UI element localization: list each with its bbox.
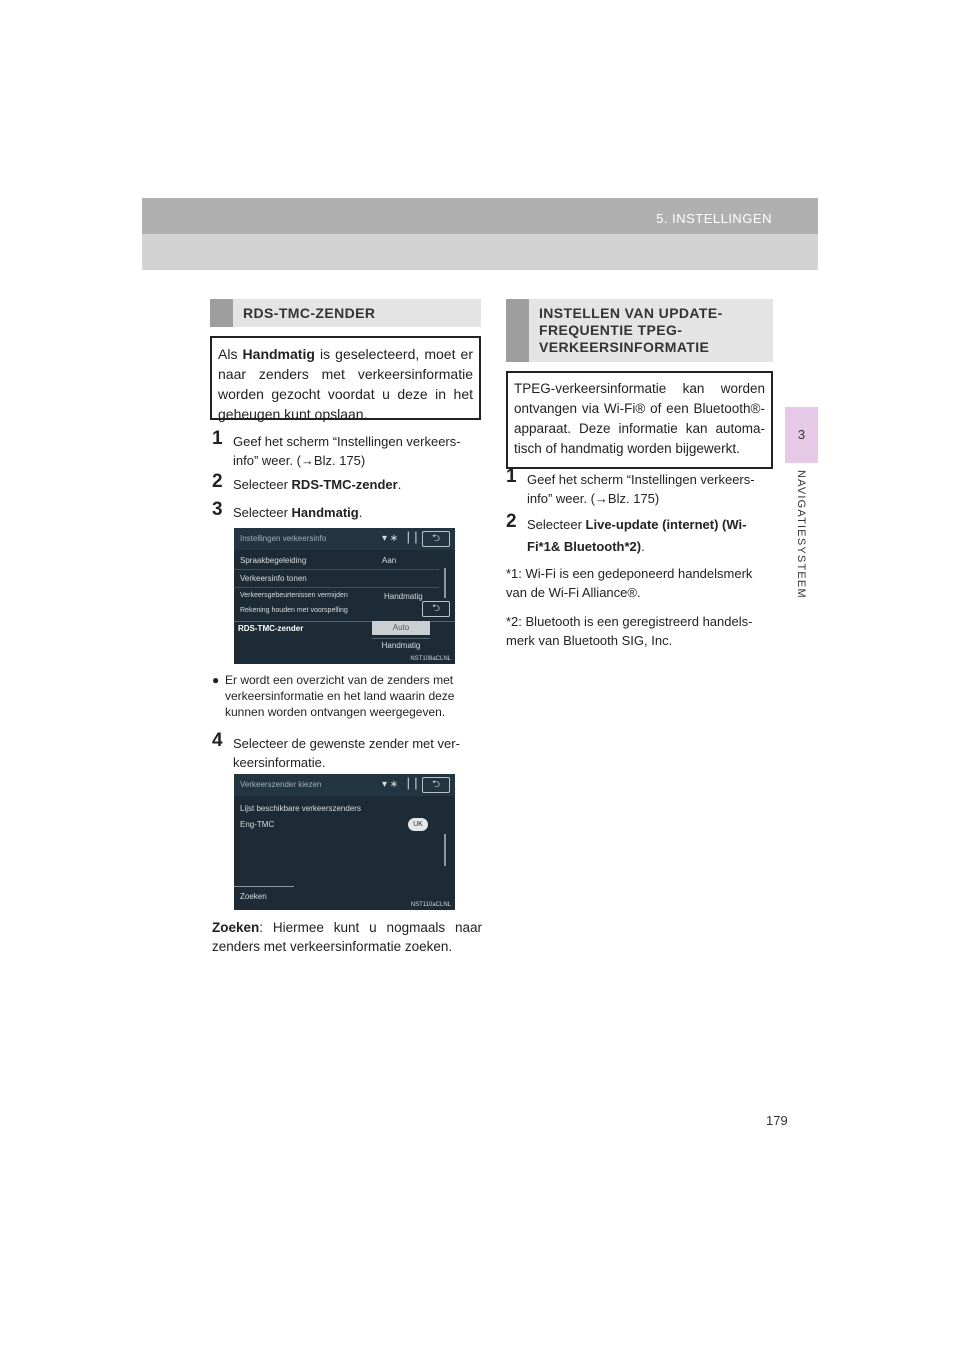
info-box-rds: [210, 336, 481, 420]
step-text-part: Selecteer: [527, 517, 586, 532]
term: Zoeken: [212, 920, 260, 935]
info-text: is geselecteerd, moet er naar zenders met verkeersinformatie worden gezocht voordat u deze in het geheugen kunt opslaan.: [218, 346, 473, 422]
section-heading-rds: [210, 299, 481, 327]
step-text-part: .: [397, 477, 402, 492]
step-text: Geef het scherm “Instellingen verkeers-info” weer. (→Blz. 175): [233, 434, 461, 468]
section-heading-tpeg: [506, 299, 773, 362]
footnote-2: *2: Bluetooth is een geregistreerd handels-merk van Bluetooth SIG, Inc.: [506, 614, 753, 648]
zoeken-description: [212, 918, 482, 956]
bullet-text: Er wordt een overzicht van de zenders met verkeersinformatie en het land waarin deze kunnen worden ontvangen weergegeven.: [225, 673, 455, 719]
step-text: Geef het scherm “Instellingen verkeers-info” weer. (→Blz. 175): [527, 472, 755, 506]
setting-value: Aan: [382, 556, 397, 565]
step-number: 2: [506, 511, 517, 532]
footnote-1: *1: Wi-Fi is een gedeponeerd handelsmerk van de Wi-Fi Alliance®.: [506, 566, 753, 600]
step-3: [212, 499, 482, 522]
bullet-note: [212, 672, 482, 720]
chapter-tab: 3: [785, 407, 818, 463]
row-divider: [234, 587, 439, 588]
step-text-part: .: [358, 505, 363, 520]
list-heading: Lijst beschikbare verkeerszenders: [240, 804, 361, 813]
scrollbar[interactable]: [444, 834, 446, 866]
screen-instellingen-verkeersinfo: [234, 528, 455, 664]
setting-row[interactable]: Rekening houden met voorspelling: [240, 607, 348, 614]
back-button[interactable]: ⮌: [422, 531, 450, 547]
step-2: [506, 511, 774, 558]
option-auto[interactable]: Auto: [372, 621, 430, 635]
setting-value: Handmatig: [384, 592, 423, 601]
back-button[interactable]: ⮌: [422, 777, 450, 793]
page-number: 179: [766, 1113, 788, 1128]
status-icons: ▾ ∗ ▕▕: [382, 779, 417, 790]
screen-title: Verkeerszender kiezen: [240, 780, 322, 789]
option-handmatig[interactable]: Handmatig: [372, 638, 430, 653]
step-number: 1: [506, 466, 517, 487]
row-divider: [234, 569, 439, 570]
image-caption: NST108aCLNL: [410, 656, 451, 662]
step-number: 3: [212, 499, 223, 520]
step-2: [212, 471, 482, 494]
zoeken-button[interactable]: Zoeken: [240, 892, 267, 901]
step-text-part: .: [641, 539, 645, 554]
setting-row[interactable]: Spraakbegeleiding: [240, 556, 307, 565]
popup-back-button[interactable]: ⮌: [422, 601, 450, 617]
bullet-icon: ●: [212, 673, 220, 687]
setting-row[interactable]: Verkeersinfo tonen: [240, 574, 307, 583]
step-text: [212, 475, 482, 494]
info-box-tpeg: TPEG-verkeersinformatie kan worden ontvangen via Wi-Fi® of een Bluetooth®-apparaat. Deze informatie kan automa-tisch of handmatig worden bijgewerkt.: [506, 371, 773, 469]
step-number: 1: [212, 428, 223, 449]
status-icons: ▾ ∗ ▕▕: [382, 533, 417, 544]
step-1: [506, 466, 774, 508]
section-heading-text: INSTELLEN VAN UPDATE-FREQUENTIE TPEG-VERKEERSINFORMATIE: [539, 305, 723, 355]
chapter-label-text: NAVIGATIESYSTEEM: [795, 470, 807, 599]
screen-title: Instellingen verkeersinfo: [240, 534, 327, 543]
info-text: Als: [218, 346, 243, 362]
step-text: [212, 503, 482, 522]
page-header: [142, 198, 818, 270]
step-text-part: Selecteer: [233, 477, 292, 492]
section-heading-text: RDS-TMC-ZENDER: [243, 305, 376, 321]
section-title: 5. INSTELLINGEN: [656, 211, 772, 226]
station-item[interactable]: Eng-TMC: [240, 820, 275, 829]
step-number: 2: [212, 471, 223, 492]
step-1: [212, 428, 482, 470]
step-number: 4: [212, 730, 223, 751]
scrollbar[interactable]: [444, 568, 446, 598]
term-description: : Hiermee kunt u nogmaals naar zenders met verkeersinformatie zoeken.: [212, 920, 482, 954]
chapter-label: [791, 470, 811, 670]
button-divider: [234, 886, 294, 887]
info-emphasis: Handmatig: [242, 346, 315, 362]
heading-bar: [506, 299, 529, 362]
setting-row-selected[interactable]: RDS-TMC-zender: [238, 624, 304, 633]
step-emphasis: Live-update (internet) (Wi-Fi*1& Bluetooth*2): [527, 517, 747, 554]
step-emphasis: RDS-TMC-zender: [291, 477, 398, 492]
step-text: [506, 514, 774, 558]
step-text: Selecteer de gewenste zender met ver-keersinformatie.: [233, 736, 460, 770]
country-badge: UK: [408, 818, 428, 831]
screen-verkeerszender-kiezen: [234, 774, 455, 910]
heading-bar: [210, 299, 233, 327]
step-4: [212, 730, 482, 772]
step-text-part: Selecteer: [233, 505, 292, 520]
step-emphasis: Handmatig: [291, 505, 359, 520]
setting-row[interactable]: Verkeersgebeurtenissen vermijden: [240, 592, 348, 599]
image-caption: NST110aCLNL: [410, 902, 451, 908]
